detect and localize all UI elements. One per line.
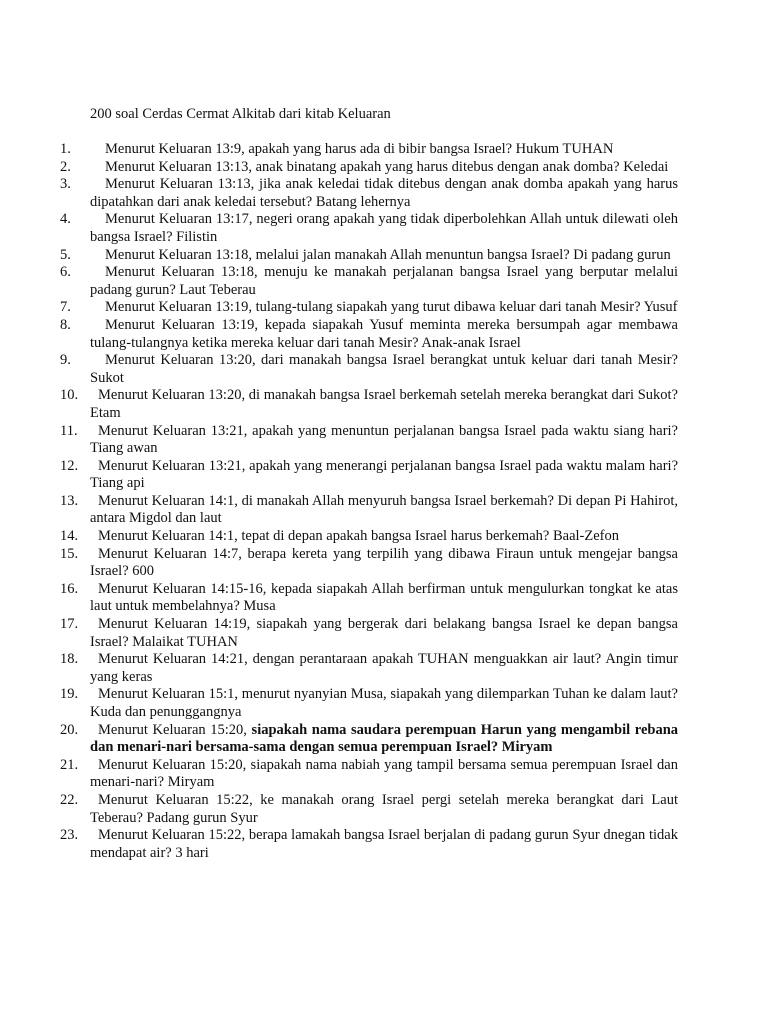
list-item (60, 458, 678, 493)
item-text: Menurut Keluaran 13:18, menuju ke manakah perjalanan bangsa Israel yang berputar melalui padang gurun? Laut Teberau (90, 264, 678, 298)
list-item (60, 387, 678, 422)
item-text-bold: siapakah nama saudara perempuan Harun yang mengambil rebana dan menari-nari bersama-sama dengan semua perempuan Israel? Miryam (90, 721, 679, 756)
item-number: 9. (60, 352, 71, 369)
list-item (60, 722, 678, 757)
item-number: 6. (60, 264, 71, 281)
item-text: Menurut Keluaran 13:19, kepada siapakah Yusuf meminta mereka bersumpah agar membawa tulang-tulangnya ketika mereka keluar dari tanah Mesir? Anak-anak Israel (90, 316, 678, 351)
item-number: 14. (60, 528, 79, 545)
list-item (60, 493, 678, 528)
list-item (60, 264, 678, 299)
item-text: Menurut Keluaran 15:22, berapa lamakah bangsa Israel berjalan di padang gurun Syur dnegan tidak mendapat air? 3 hari (90, 827, 678, 861)
item-text: Menurut Keluaran 14:15-16, kepada siapakah Allah berfirman untuk mengulurkan tongkat ke atas laut untuk membelahnya? Musa (90, 580, 678, 615)
item-text: Menurut Keluaran 14:1, tepat di depan apakah bangsa Israel harus berkemah? Baal-Zefon (98, 528, 619, 545)
list-item (60, 423, 678, 458)
item-text: Menurut Keluaran 13:20, dari manakah bangsa Israel berangkat untuk keluar dari tanah Mesir? Sukot (90, 352, 678, 386)
item-number: 16. (60, 580, 79, 597)
list-item (60, 686, 678, 721)
list-item (60, 792, 678, 827)
item-text: Menurut Keluaran 13:21, apakah yang menerangi perjalanan bangsa Israel pada waktu malam hari? Tiang api (90, 457, 678, 492)
item-text: Menurut Keluaran 14:7, berapa kereta yang terpilih yang dibawa Firaun untuk mengejar bangsa Israel? 600 (90, 545, 678, 580)
item-text: Menurut Keluaran 15:20, siapakah nama nabiah yang tampil bersama semua perempuan Israel dan menari-nari? Miryam (90, 756, 678, 791)
item-number: 4. (60, 211, 71, 228)
item-text (90, 722, 678, 757)
question-list (60, 141, 678, 862)
list-item (60, 757, 678, 792)
item-number: 20. (60, 721, 79, 738)
list-item (60, 141, 678, 159)
item-number: 10. (60, 387, 79, 404)
item-text: Menurut Keluaran 14:19, siapakah yang bergerak dari belakang bangsa Israel ke depan bangsa Israel? Malaikat TUHAN (90, 616, 678, 650)
list-item (60, 211, 678, 246)
list-item (60, 546, 678, 581)
item-text: Menurut Keluaran 14:1, di manakah Allah menyuruh bangsa Israel berkemah? Di depan Pi Hahirot, antara Migdol dan laut (90, 492, 678, 527)
item-number: 13. (60, 492, 79, 509)
item-number: 7. (60, 299, 71, 316)
item-number: 19. (60, 686, 79, 703)
item-text: Menurut Keluaran 13:13, anak binatang apakah yang harus ditebus dengan anak domba? Keledai (105, 158, 669, 175)
list-item (60, 247, 678, 265)
list-item (60, 299, 678, 317)
item-text: Menurut Keluaran 13:13, jika anak keledai tidak ditebus dengan anak domba apakah yang harus dipatahkan dari anak keledai tersebut? Batang lehernya (90, 176, 678, 210)
list-item (60, 528, 678, 546)
item-number: 17. (60, 616, 79, 633)
item-number: 18. (60, 651, 79, 668)
item-text: Menurut Keluaran 15:22, ke manakah orang Israel pergi setelah mereka berangkat dari Laut Teberau? Padang gurun Syur (90, 791, 678, 826)
list-item (60, 827, 678, 862)
list-item (60, 317, 678, 352)
list-item (60, 176, 678, 211)
item-number: 3. (60, 176, 71, 193)
item-number: 22. (60, 791, 79, 808)
item-number: 12. (60, 457, 79, 474)
item-text: Menurut Keluaran 13:20, di manakah bangsa Israel berkemah setelah mereka berangkat dari Sukot? Etam (90, 387, 678, 421)
list-item (60, 581, 678, 616)
item-text: Menurut Keluaran 14:21, dengan perantaraan apakah TUHAN menguakkan air laut? Angin timur yang keras (90, 651, 678, 685)
item-number: 2. (60, 158, 71, 175)
list-item (60, 159, 678, 177)
item-number: 11. (60, 422, 78, 439)
item-number: 8. (60, 316, 71, 333)
item-text: Menurut Keluaran 13:17, negeri orang apakah yang tidak diperbolehkan Allah untuk dilewati oleh bangsa Israel? Filistin (90, 211, 678, 245)
item-text-plain: Menurut Keluaran 15:20, (98, 721, 247, 738)
item-number: 15. (60, 545, 79, 562)
item-text: Menurut Keluaran 13:19, tulang-tulang siapakah yang turut dibawa keluar dari tanah Mesir? Yusuf (105, 299, 678, 316)
document-title: 200 soal Cerdas Cermat Alkitab dari kitab Keluaran (90, 106, 391, 122)
item-text: Menurut Keluaran 15:1, menurut nyanyian Musa, siapakah yang dilemparkan Tuhan ke dalam laut? Kuda dan penunggangnya (90, 686, 678, 720)
item-text: Menurut Keluaran 13:21, apakah yang menuntun perjalanan bangsa Israel pada waktu siang hari? Tiang awan (90, 422, 678, 457)
list-item (60, 651, 678, 686)
item-text: Menurut Keluaran 13:9, apakah yang harus ada di bibir bangsa Israel? Hukum TUHAN (105, 141, 614, 157)
item-number: 5. (60, 246, 71, 263)
item-number: 21. (60, 756, 79, 773)
item-text: Menurut Keluaran 13:18, melalui jalan manakah Allah menuntun bangsa Israel? Di padang gurun (105, 246, 671, 263)
item-number: 1. (60, 141, 71, 157)
item-number: 23. (60, 827, 79, 844)
list-item (60, 616, 678, 651)
list-item (60, 352, 678, 387)
